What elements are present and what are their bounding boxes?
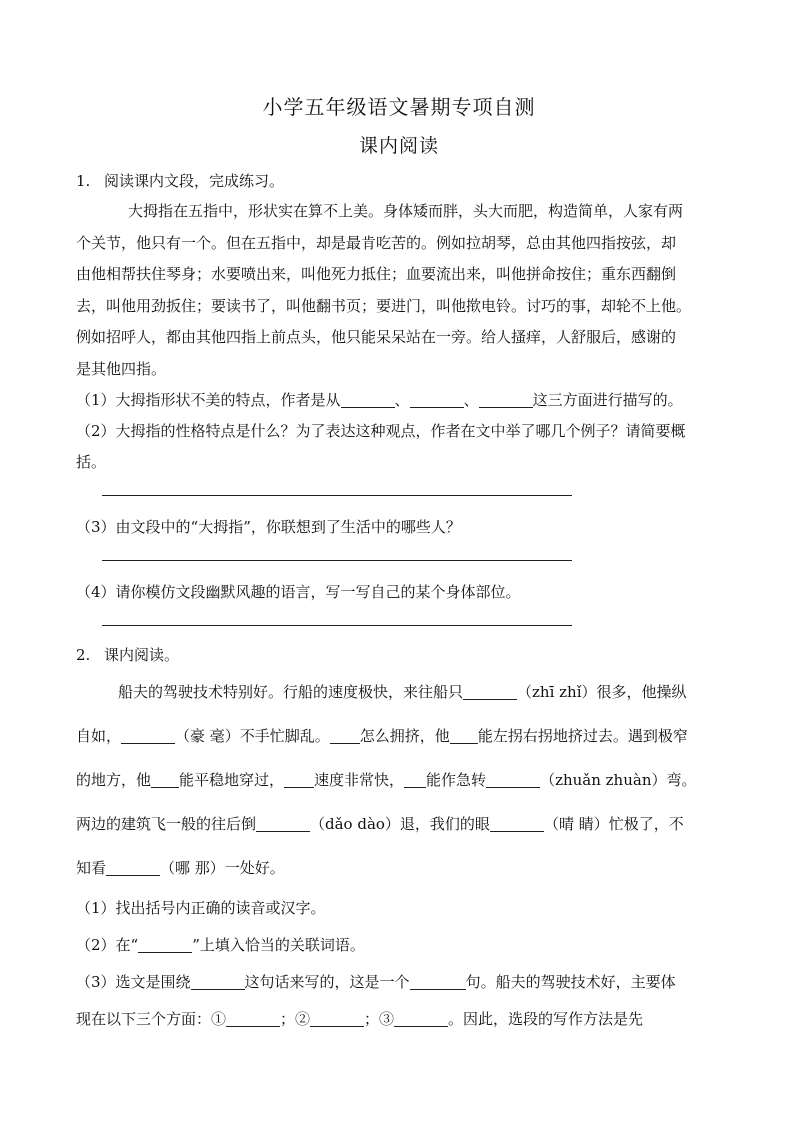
passage-line: 船夫的驾驶技术特别好。行船的速度极快，来往船只 （zhī zhǐ）很多，他操纵 xyxy=(118,683,687,701)
question-2-heading xyxy=(76,642,722,668)
page-subtitle: 课内阅读 xyxy=(358,135,439,157)
passage-line: 知看 （哪 那）一处好。 xyxy=(76,859,285,877)
passage-line: 由他相帮扶住琴身；水要喷出来，叫他死力抵住；血要流出来，叫他拼命按住；重东西翻倒 xyxy=(76,265,677,283)
answer-line[interactable] xyxy=(102,624,572,626)
question-2-sub-1: （1）找出括号内正确的读音或汉字。 xyxy=(76,899,326,917)
answer-blank[interactable] xyxy=(226,1010,280,1027)
question-1-sub-1: （1）大拇指形状不美的特点，作者是从 、 、 这三方面进行描写的。 xyxy=(76,391,683,409)
answer-blank[interactable] xyxy=(106,859,160,876)
answer-blank[interactable] xyxy=(450,727,478,744)
answer-blank[interactable] xyxy=(463,683,517,700)
page-title: 小学五年级语文暑期专项自测 xyxy=(262,95,536,119)
question-2-sub-2: （2）在“ ”上填入恰当的关联词语。 xyxy=(76,936,365,954)
answer-blank[interactable] xyxy=(486,771,540,788)
answer-blank[interactable] xyxy=(284,771,314,788)
question-1-sub-3: （3）由文段中的“大拇指”，你联想到了生活中的哪些人？ xyxy=(76,518,461,536)
answer-blank[interactable] xyxy=(394,1010,448,1027)
question-2-sub-3: （3）选文是围绕 这句话来写的，这是一个 句。船夫的驾驶技术好，主要体 现在以下三个方面：① ；② ；③ 。因此，选段的写作方法是先 xyxy=(76,973,676,1028)
question-1-heading xyxy=(76,168,722,194)
question-1-sub-2: （2）大拇指的性格特点是什么？为了表达这种观点，作者在文中举了哪几个例子？请简要概 括。 xyxy=(76,422,686,471)
answer-line[interactable] xyxy=(102,559,572,561)
question-2-instruction: 课内阅读。 xyxy=(104,646,180,664)
passage-line: 是其他四指。 xyxy=(76,359,167,378)
answer-blank[interactable] xyxy=(341,391,395,408)
question-1-number: 1. xyxy=(76,172,91,190)
question-2-passage xyxy=(76,670,722,890)
passage-line: 例如招呼人，都由其他四指上前点头，他只能呆呆站在一旁。给人搔痒，人舒服后，感谢的 xyxy=(76,328,677,346)
answer-blank[interactable] xyxy=(310,1010,364,1027)
question-1-instruction: 阅读课内文段，完成练习。 xyxy=(104,172,285,190)
passage-line: 的地方，他 能平稳地穿过， 速度非常快， 能作急转 （zhuǎn zhuàn）弯。 xyxy=(76,771,697,789)
answer-blank[interactable] xyxy=(138,936,192,953)
question-1-passage xyxy=(76,196,722,385)
answer-blank[interactable] xyxy=(404,771,426,788)
answer-blank[interactable] xyxy=(191,973,245,990)
answer-blank[interactable] xyxy=(330,727,360,744)
answer-blank[interactable] xyxy=(256,815,310,832)
question-1-sub-4: （4）请你模仿文段幽默风趣的语言，写一写自己的某个身体部位。 xyxy=(76,583,521,601)
passage-line: 自如， （豪 毫）不手忙脚乱。 怎么拥挤，他 能左拐右拐地挤过去。遇到极窄 xyxy=(76,727,688,745)
answer-blank[interactable] xyxy=(479,391,533,408)
passage-line: 个关节，他只有一个。但在五指中，却是最肯吃苦的。例如拉胡琴，总由其他四指按弦，却 xyxy=(76,233,677,252)
answer-blank[interactable] xyxy=(410,973,466,990)
question-2-number: 2. xyxy=(76,646,91,664)
answer-blank[interactable] xyxy=(410,391,464,408)
passage-line: 两边的建筑飞一般的往后倒 （dǎo dào）退，我们的眼 （晴 睛）忙极了，不 xyxy=(76,815,684,833)
passage-line: 大拇指在五指中，形状实在算不上美。身体矮而胖，头大而肥，构造简单，人家有两 xyxy=(128,202,684,220)
answer-blank[interactable] xyxy=(151,771,179,788)
passage-line: 去，叫他用劲扳住；要读书了，叫他翻书页；要进门，叫他揿电铃。讨巧的事，却轮不上他。 xyxy=(76,296,692,315)
answer-blank[interactable] xyxy=(121,727,175,744)
answer-line[interactable] xyxy=(102,494,572,496)
answer-blank[interactable] xyxy=(490,815,544,832)
